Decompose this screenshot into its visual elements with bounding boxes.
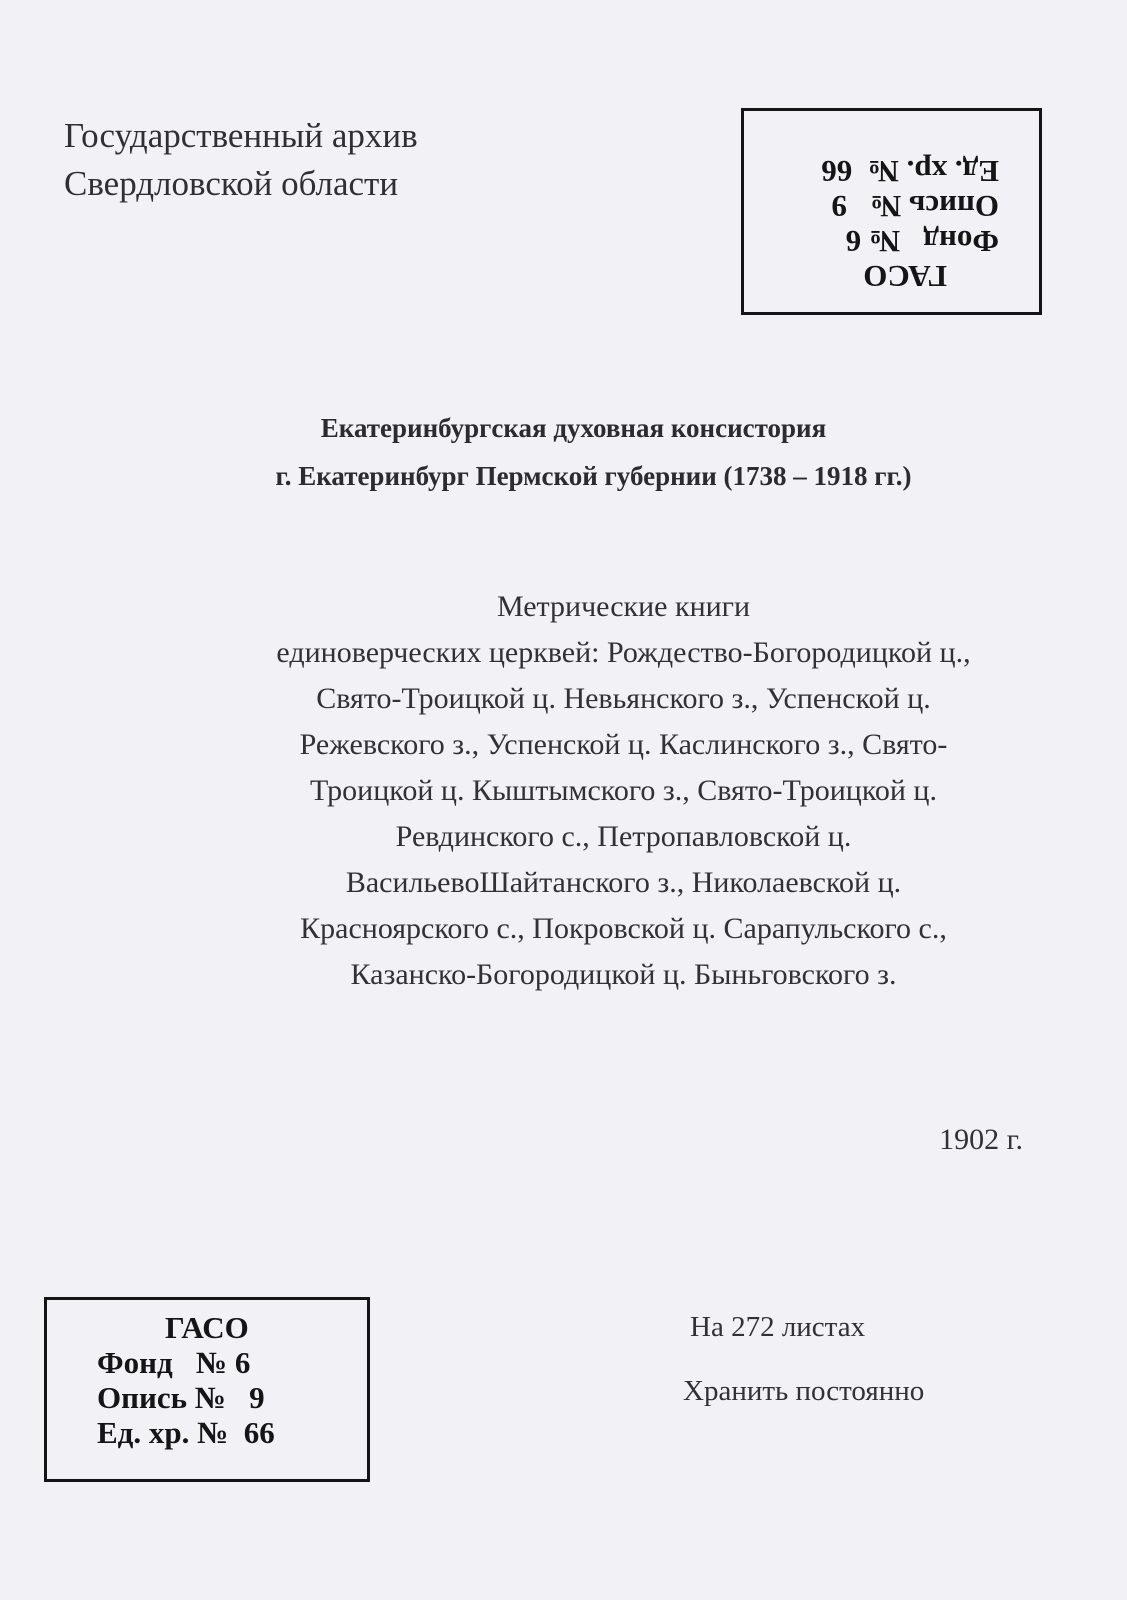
description-line: Свято-Троицкой ц. Невьянского з., Успенской ц.	[316, 682, 931, 715]
stamp-fond-label: Фонд	[97, 1345, 173, 1380]
stamp-fond-label: Фонд	[923, 224, 999, 259]
document-description	[0, 584, 1127, 998]
stamp-title: ГАСО	[165, 1310, 249, 1345]
stamp-ed	[744, 154, 1039, 189]
stamp-ed	[47, 1415, 367, 1450]
description-line: Троицкой ц. Кыштымского з., Свято-Троицкой ц.	[310, 774, 937, 807]
stamp-ed-label: Ед. хр. №	[97, 1415, 229, 1450]
stamp-opis-number: 9	[831, 189, 847, 224]
stamp-title: ГАСО	[863, 259, 947, 294]
archive-name-line-2: Свердловской области	[64, 164, 399, 203]
stamp-fond	[47, 1345, 367, 1380]
description-line: Режевского з., Успенской ц. Каслинского з., Свято-	[299, 728, 948, 761]
archive-name-line-1: Государственный архив	[64, 116, 418, 155]
stamp-opis-label: Опись №	[870, 189, 999, 224]
document-title	[0, 404, 1127, 500]
document-year: 1902 г.	[939, 1123, 1023, 1156]
description-line: Красноярского с., Покровской ц. Сарапульского с.,	[300, 912, 947, 945]
stamp-ed-number: 66	[821, 154, 853, 189]
sheet-count: На 272 листах	[690, 1311, 866, 1343]
stamp-opis-number: 9	[249, 1380, 265, 1415]
stamp-opis	[47, 1380, 367, 1415]
description-line: Метрические книги	[496, 590, 751, 623]
stamp-opis-label: Опись №	[97, 1380, 226, 1415]
archive-stamp-inverted	[741, 108, 1042, 315]
description-line: Казанско-Богородицкой ц. Быньговского з.	[350, 958, 897, 991]
description-line: единоверческих церквей: Рождество-Богородицкой ц.,	[276, 636, 971, 669]
stamp-fond-number: № 6	[195, 1345, 251, 1380]
retention-note: Хранить постоянно	[683, 1375, 925, 1407]
title-line-2: г. Екатеринбург Пермской губернии (1738 – 1918 гг.)	[275, 461, 912, 491]
stamp-ed-label: Ед. хр. №	[867, 154, 999, 189]
stamp-fond	[744, 224, 1039, 259]
stamp-fond-number: № 6	[845, 224, 901, 259]
archive-name	[64, 112, 418, 208]
title-line-1: Екатеринбургская духовная консистория	[320, 413, 827, 443]
stamp-opis	[744, 189, 1039, 224]
archive-stamp	[44, 1297, 370, 1482]
description-line: ВасильевоШайтанского з., Николаевской ц.	[345, 866, 902, 899]
description-line: Ревдинского с., Петропавловской ц.	[395, 820, 852, 853]
stamp-ed-number: 66	[243, 1415, 275, 1450]
